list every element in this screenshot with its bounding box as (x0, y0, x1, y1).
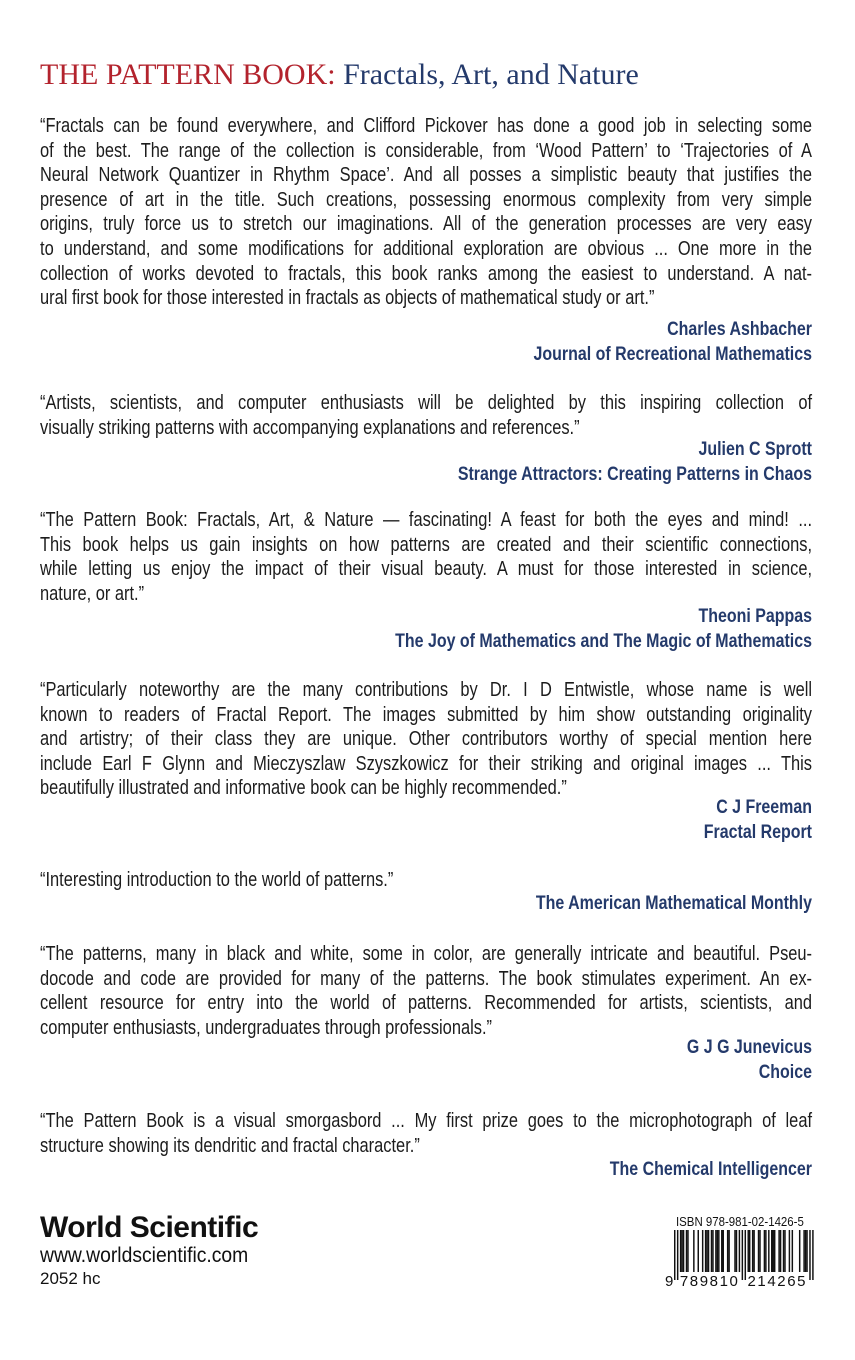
barcode-bar (752, 1230, 753, 1272)
barcode-bar (723, 1230, 724, 1272)
barcode-bar (805, 1230, 806, 1272)
barcode-bar (736, 1230, 737, 1272)
review-attribution (56, 892, 812, 917)
barcode-bar (771, 1230, 772, 1272)
quote-line: “The patterns, many in black and white, some in color, are generally intricate and beautiful. Pseu- (40, 943, 813, 965)
quote-line: “Fractals can be found everywhere, and Clifford Pickover has done a good job in selecting some (40, 115, 813, 137)
barcode-digits: 789810 (679, 1273, 738, 1288)
barcode-bar (693, 1230, 694, 1272)
barcode-bar (759, 1230, 760, 1272)
review-source: The American Mathematical Monthly (535, 893, 812, 914)
quote-line: computer enthusiasts, undergraduates through professionals.” (40, 1016, 492, 1039)
barcode-bar (706, 1230, 707, 1272)
barcode-bar (778, 1230, 779, 1272)
barcode-bar (745, 1230, 746, 1280)
publisher-block (40, 1212, 266, 1290)
barcode-bar (789, 1230, 790, 1272)
barcode-bar (758, 1230, 759, 1272)
review-attribution (56, 1158, 812, 1183)
reviewer-name: C J Freeman (716, 797, 812, 818)
barcode-bar (742, 1230, 743, 1280)
barcode-digits: 214265 (747, 1273, 806, 1288)
barcode-bar (812, 1230, 813, 1280)
review-attribution (56, 605, 812, 654)
book-title (40, 58, 639, 92)
reviewer-name: G J G Junevicus (686, 1037, 812, 1058)
review-quote (40, 1109, 812, 1158)
quote-line: ural first book for those interested in fractals as objects of mathematical study or art.” (40, 287, 655, 310)
barcode-bar (677, 1230, 678, 1280)
barcode-bar (718, 1230, 719, 1272)
barcode-bar (806, 1230, 807, 1272)
barcode-bar (768, 1230, 769, 1272)
quote-line: collection of works devoted to fractals, this book ranks among the easiest to understand. A nat- (40, 262, 813, 285)
barcode-bar (717, 1230, 718, 1272)
barcode-bar (721, 1230, 722, 1272)
reviewer-name: Charles Ashbacher (667, 319, 812, 340)
barcode-bar (705, 1230, 706, 1272)
barcode-bar (772, 1230, 773, 1272)
barcode-bar (708, 1230, 709, 1272)
quote-line: cellent resource for entry into the world of patterns. Recommended for artists, scientists, and (40, 992, 813, 1015)
quote-line: “The Pattern Book is a visual smorgasbord ... My first prize goes to the microphotograph of leaf (40, 1110, 813, 1132)
quote-line: to understand, and some modifications for additional exploration are obvious ... One more in the (40, 237, 813, 260)
barcode-bar (683, 1230, 684, 1272)
title-subtitle: Fractals, Art, and Nature (343, 58, 639, 91)
quote-line: structure showing its dendritic and fractal character.” (40, 1134, 420, 1157)
publisher-code: 2052 hc (40, 1269, 101, 1288)
quote-line: and artistry; of their class they are unique. Other contributors worthy of special mention here (40, 728, 813, 751)
reviewer-name: Theoni Pappas (698, 606, 812, 627)
isbn-barcode (665, 1230, 817, 1288)
barcode-bar (783, 1230, 784, 1272)
barcode-bar (715, 1230, 716, 1272)
publisher-url: www.worldscientific.com (40, 1244, 249, 1267)
barcode-bar (727, 1230, 728, 1272)
barcode-bar (784, 1230, 785, 1272)
barcode-bar (753, 1230, 754, 1272)
barcode-bar (681, 1230, 682, 1272)
quote-line: visually striking patterns with accompanying explanations and references.” (40, 416, 580, 439)
quote-line: beautifully illustrated and informative book can be highly recommended.” (40, 777, 567, 800)
barcode-bar (728, 1230, 729, 1272)
barcode-bar (739, 1230, 740, 1272)
quote-line: This book helps us gain insights on how patterns are created and their scientific connections, (40, 533, 813, 556)
quote-line: of the best. The range of the collection is considerable, from ‘Wood Pattern’ to ‘Trajectories of A (40, 139, 813, 162)
barcode-bar (792, 1230, 793, 1272)
barcode-bar (702, 1230, 703, 1272)
quote-line: docode and code are provided for many of the patterns. The book stimulates experiment. An ex- (40, 967, 813, 990)
quote-line: known to readers of Fractal Report. The images submitted by him show outstanding originality (40, 703, 813, 726)
barcode-bar (711, 1230, 712, 1272)
review-source: The Chemical Intelligencer (609, 1159, 812, 1180)
barcode-bar (680, 1230, 681, 1272)
review-source: The Joy of Mathematics and The Magic of Mathematics (395, 630, 812, 652)
barcode-bar (674, 1230, 675, 1280)
barcode-digits: 9 (665, 1273, 674, 1288)
review-quote (40, 114, 812, 311)
review-source: Journal of Recreational Mathematics (533, 343, 812, 365)
title-main: THE PATTERN BOOK: (40, 58, 336, 91)
barcode-bar (780, 1230, 781, 1272)
review-quote (40, 391, 812, 440)
quote-line: while letting us enjoy the impact of their visual beauty. A must for those interested in science, (40, 558, 813, 581)
isbn-label: ISBN 978-981-02-1426-5 (676, 1214, 804, 1229)
quote-line: nature, or art.” (40, 582, 145, 605)
barcode-bar (712, 1230, 713, 1272)
review-attribution (56, 796, 812, 845)
review-attribution (56, 318, 812, 367)
barcode-bar (698, 1230, 699, 1272)
quote-line: presence of art in the title. Such creations, possessing enormous complexity from very simple (40, 188, 813, 211)
review-source: Choice (758, 1061, 812, 1083)
review-quote (40, 868, 812, 893)
barcode-bar (686, 1230, 687, 1272)
review-quote (40, 942, 812, 1040)
barcode-bar (748, 1230, 749, 1272)
barcode-bar (764, 1230, 765, 1272)
barcode-bar (774, 1230, 775, 1272)
barcode-bar (765, 1230, 766, 1272)
quote-line: “Artists, scientists, and computer enthusiasts will be delighted by this inspiring collection of (40, 392, 813, 414)
quote-line: include Earl F Glynn and Mieczyszlaw Szyszkowicz for their striking and original images ... This (40, 752, 813, 775)
review-attribution (56, 438, 812, 487)
barcode-bar (809, 1230, 810, 1280)
quote-line: “The Pattern Book: Fractals, Art, & Nature — fascinating! A feast for both the eyes and mind! ... (40, 509, 813, 531)
review-source: Strange Attractors: Creating Patterns in Chaos (457, 463, 812, 485)
barcode-bar (734, 1230, 735, 1272)
barcode-bar (749, 1230, 750, 1272)
review-quote (40, 508, 812, 606)
quote-line: “Particularly noteworthy are the many contributions by Dr. I D Entwistle, whose name is well (40, 679, 813, 701)
review-source: Fractal Report (703, 821, 812, 843)
review-attribution (56, 1036, 812, 1085)
review-quote (40, 678, 812, 801)
quote-line: “Interesting introduction to the world of patterns.” (40, 869, 394, 891)
quote-line: Neural Network Quantizer in Rhythm Space’. And all posses a simplistic beauty that justifies the (40, 164, 813, 187)
reviewer-name: Julien C Sprott (698, 439, 812, 460)
publisher-name: World Scientific (40, 1211, 259, 1244)
barcode-bar (803, 1230, 804, 1272)
barcode-bar (799, 1230, 800, 1272)
barcode-bar (687, 1230, 688, 1272)
quote-line: origins, truly force us to stretch our imaginations. All of the generation processes are very easy (40, 213, 813, 236)
